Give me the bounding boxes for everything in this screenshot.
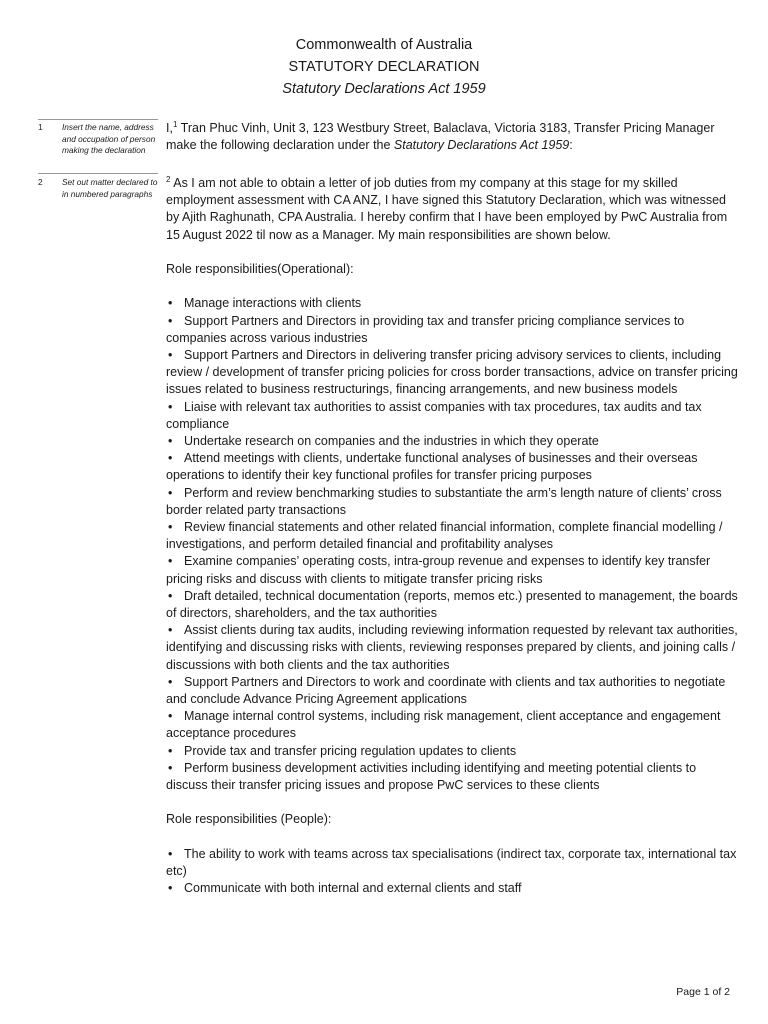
list-item xyxy=(166,399,738,433)
list-item-text: Perform business development activities including identifying and meeting potential clients to discuss their transfer pricing issues and propose PwC services to these clients xyxy=(166,760,697,793)
list-item-text: Liaise with relevant tax authorities to assist companies with tax procedures, tax audits and tax compliance xyxy=(166,399,702,431)
bullet-icon: • xyxy=(168,588,173,603)
margin-note-text: Set out matter declared to in numbered paragraphs xyxy=(62,177,158,199)
footnote-marker: 2 xyxy=(166,175,171,184)
list-item-text: Draft detailed, technical documentation (reports, memos etc.) presented to management, the boards of directors, shareholders, and the tax authorities xyxy=(166,588,738,621)
bullet-icon: • xyxy=(168,760,173,775)
margin-note-1 xyxy=(38,122,160,157)
bullet-icon: • xyxy=(168,881,173,896)
people-heading: Role responsibilities (People): xyxy=(166,812,332,827)
list-item-text: The ability to work with teams across tax specialisations (indirect tax, corporate tax, international tax etc) xyxy=(166,846,737,879)
list-item xyxy=(166,553,738,587)
declaration-paragraph xyxy=(166,175,738,244)
declaration-body xyxy=(166,175,738,897)
para1-act: Statutory Declarations Act 1959 xyxy=(393,138,570,153)
document-header xyxy=(0,34,768,100)
list-item xyxy=(166,485,738,519)
list-item xyxy=(166,846,738,880)
list-item xyxy=(166,433,738,450)
bullet-icon: • xyxy=(168,313,173,328)
bullet-icon: • xyxy=(168,296,173,311)
page-number: Page 1 of 2 xyxy=(676,986,730,998)
list-item-text: Examine companies’ operating costs, intra-group revenue and expenses to identify key transfer pricing risks and discuss with clients to mitigate transfer pricing risks xyxy=(166,554,711,586)
list-item xyxy=(166,588,738,622)
bullet-icon: • xyxy=(168,743,173,758)
margin-note-number: 2 xyxy=(38,177,43,187)
list-item-text: Perform and review benchmarking studies to substantiate the arm’s length nature of clients’ cross border related party transactions xyxy=(166,485,722,517)
bullet-icon: • xyxy=(168,623,173,638)
header-jurisdiction: Commonwealth of Australia xyxy=(295,37,473,53)
bullet-icon: • xyxy=(168,846,173,861)
list-item xyxy=(166,313,738,347)
list-item-text: Support Partners and Directors in delivering transfer pricing advisory services to clients, including review / development of transfer pricing policies for cross border transactions, advice on transfer pricing issues related to business restructurings, financing arrangements, and new business models xyxy=(166,348,738,397)
bullet-icon: • xyxy=(168,434,173,449)
header-title: STATUTORY DECLARATION xyxy=(288,59,480,75)
para1-suffix: : xyxy=(569,138,573,153)
list-item xyxy=(166,347,738,399)
margin-note-text: Insert the name, address and occupation of person making the declaration xyxy=(62,122,156,155)
bullet-icon: • xyxy=(168,520,173,535)
list-item-text: Manage interactions with clients xyxy=(184,296,362,311)
list-item-text: Assist clients during tax audits, including reviewing information requested by relevant tax authorities, identifying and discussing risks with clients, reviewing responses prepared by clients, and joining calls / discussions with both clients and the tax authorities xyxy=(166,623,738,672)
bullet-icon: • xyxy=(168,485,173,500)
declarant-paragraph xyxy=(166,120,738,154)
list-item-text: Undertake research on companies and the industries in which they operate xyxy=(184,434,599,449)
list-item xyxy=(166,519,738,553)
list-item xyxy=(166,708,738,742)
bullet-icon: • xyxy=(168,399,173,414)
margin-note-rule xyxy=(38,173,158,174)
operational-heading: Role responsibilities(Operational): xyxy=(166,262,354,276)
footnote-marker: 1 xyxy=(172,120,178,129)
people-list xyxy=(166,846,738,898)
list-item-text: Support Partners and Directors in providing tax and transfer pricing compliance services to companies across various industries xyxy=(166,313,685,345)
list-item-text: Review financial statements and other related financial information, complete financial modelling / investigations, and perform detailed financial and profitability analyses xyxy=(166,520,723,552)
list-item xyxy=(166,622,738,674)
list-item xyxy=(166,880,738,897)
list-item xyxy=(166,743,738,760)
margin-note-2 xyxy=(38,177,160,200)
list-item xyxy=(166,450,738,484)
bullet-icon: • xyxy=(168,348,173,362)
list-item-text: Attend meetings with clients, undertake functional analyses of businesses and their overseas operations to identify their key functional profiles for transfer pricing purposes xyxy=(166,451,698,483)
list-item-text: Manage internal control systems, including risk management, client acceptance and engagement acceptance procedures xyxy=(166,709,721,741)
para2-text: As I am not able to obtain a letter of job duties from my company at this stage for my skilled employment assessment with CA ANZ, I have signed this Statutory Declaration, which was witnessed by Ajith Raghunath, CPA Australia. I hereby confirm that I have been employed by PwC Australia from 15 August 2022 til now as a Manager. My main responsibilities are shown below. xyxy=(166,176,728,242)
para1-prefix: I, xyxy=(166,121,173,135)
list-item xyxy=(166,674,738,708)
bullet-icon: • xyxy=(168,709,173,724)
bullet-icon: • xyxy=(168,451,173,466)
list-item-text: Support Partners and Directors to work and coordinate with clients and tax authorities to negotiate and conclude Advance Pricing Agreement applications xyxy=(166,674,726,707)
operational-list xyxy=(166,295,738,794)
header-act: Statutory Declarations Act 1959 xyxy=(282,81,486,97)
list-item-text: Provide tax and transfer pricing regulation updates to clients xyxy=(184,743,517,758)
bullet-icon: • xyxy=(168,554,173,569)
list-item xyxy=(166,295,738,312)
list-item xyxy=(166,760,738,794)
margin-note-number: 1 xyxy=(38,122,43,132)
para1-text: Tran Phuc Vinh, Unit 3, 123 Westbury Street, Balaclava, Victoria 3183, Transfer Pricing Manager make the following declaration under the xyxy=(166,121,715,153)
bullet-icon: • xyxy=(168,674,173,689)
list-item-text: Communicate with both internal and external clients and staff xyxy=(184,881,522,896)
margin-note-rule xyxy=(38,119,158,120)
